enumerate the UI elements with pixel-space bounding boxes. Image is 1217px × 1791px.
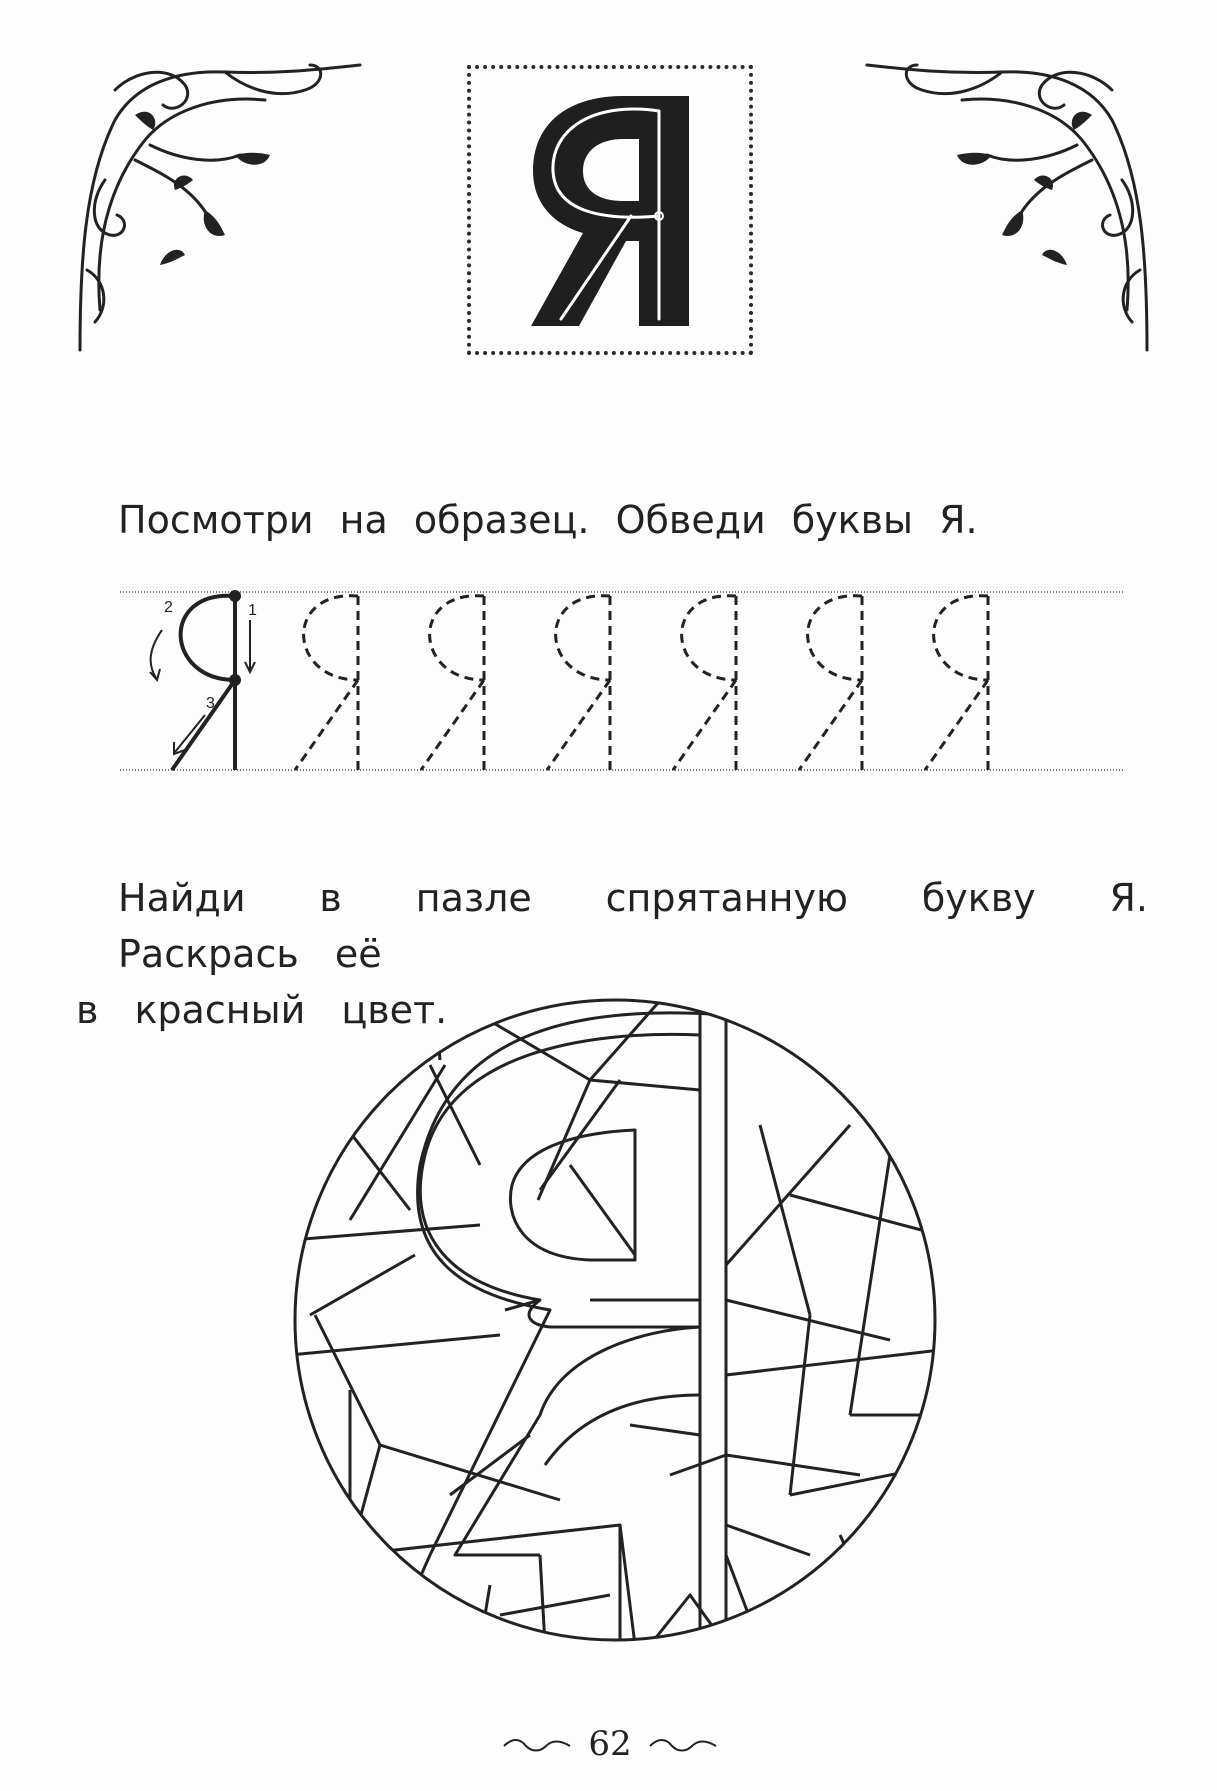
trace-letter[interactable] xyxy=(421,596,484,770)
trace-letter[interactable] xyxy=(295,596,358,770)
floral-corner-left-icon xyxy=(75,60,365,360)
trace-letter[interactable] xyxy=(673,596,736,770)
example-letter xyxy=(150,590,257,770)
trace-letter[interactable] xyxy=(925,596,988,770)
page-number xyxy=(485,1722,735,1764)
puzzle-instruction-line2: в красный цвет. xyxy=(76,988,448,1032)
hidden-letter-puzzle[interactable] xyxy=(290,995,940,1645)
tracing-practice-row[interactable] xyxy=(120,580,1130,780)
stroke-number-1: 1 xyxy=(248,602,257,619)
letter-frame xyxy=(467,65,753,355)
trace-letter[interactable] xyxy=(799,596,862,770)
tracing-instruction: Посмотри на образец. Обведи буквы Я. xyxy=(118,498,978,542)
floral-corner-right-icon xyxy=(862,60,1152,360)
trace-letters[interactable] xyxy=(295,596,988,770)
page-number-text: 62 xyxy=(588,1724,632,1764)
stroke-number-3: 3 xyxy=(206,695,215,712)
wave-right-icon xyxy=(648,1734,718,1754)
wave-left-icon xyxy=(502,1734,572,1754)
trace-letter[interactable] xyxy=(547,596,610,770)
puzzle-instruction-line1: Найди в пазле спрятанную букву Я. Раскрась её xyxy=(118,876,1148,976)
big-letter-ya xyxy=(531,91,691,331)
stroke-number-2: 2 xyxy=(164,599,173,616)
